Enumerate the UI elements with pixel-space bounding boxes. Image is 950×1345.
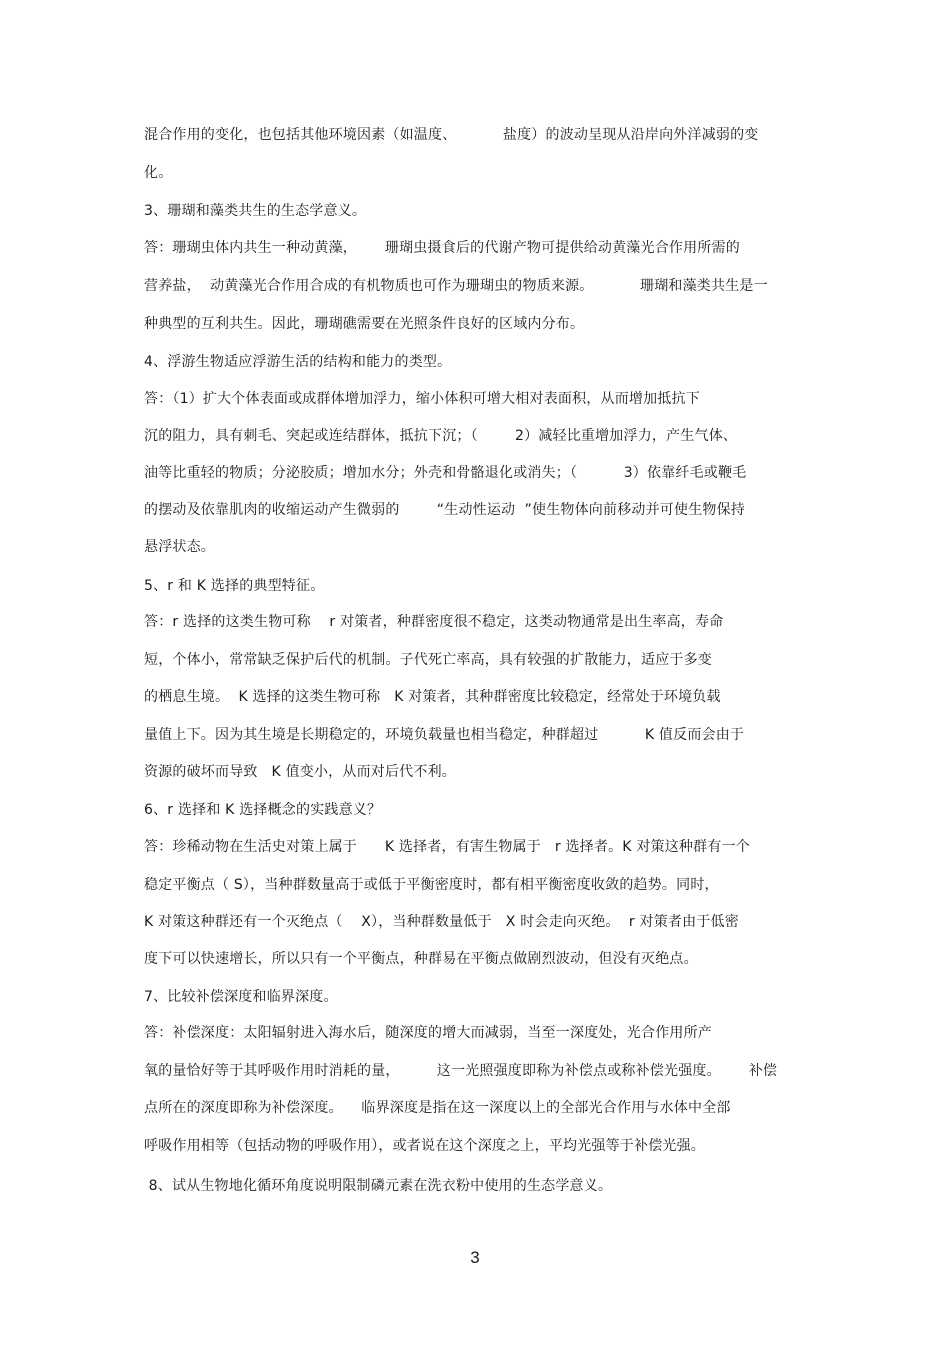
text-line: 量值上下。因为其生境是长期稳定的，环境负载量也相当稳定，种群超过 K 值反而会由于 xyxy=(144,727,745,743)
text-line: 度下可以快速增长，所以只有一个平衡点，种群易在平衡点做剧烈波动，但没有灭绝点。 xyxy=(144,951,698,967)
text-line: 答：珊瑚虫体内共生一种动黄藻， 珊瑚虫摄食后的代谢产物可提供给动黄藻光合作用所需的 xyxy=(144,240,740,256)
text-line: 混合作用的变化，也包括其他环境因素（如温度、 盐度）的波动呈现从沿岸向外洋减弱的变 xyxy=(144,127,759,143)
text-line: 化。 xyxy=(144,165,173,181)
text-line: 资源的破坏而导致 K 值变小，从而对后代不利。 xyxy=(144,764,456,780)
text-line: 的摆动及依靠肌肉的收缩运动产生微弱的 “生动性运动 ”使生物体向前移动并可使生物保持 xyxy=(144,502,746,518)
text-line: 答：珍稀动物在生活史对策上属于 K 选择者，有害生物属于 r 选择者。K 对策这种群有一个 xyxy=(144,839,750,855)
text-line: 油等比重轻的物质；分泌胶质；增加水分；外壳和骨骼退化或消失；（ 3）依靠纤毛或鞭毛 xyxy=(144,465,747,481)
question-heading: 4、浮游生物适应浮游生活的结构和能力的类型。 xyxy=(144,354,452,370)
text-line: 沉的阻力，具有刺毛、突起或连结群体，抵抗下沉；（ 2）减轻比重增加浮力，产生气体、 xyxy=(144,428,738,444)
text-line: 的栖息生境。 K 选择的这类生物可称 K 对策者，其种群密度比较稳定，经常处于环境负载 xyxy=(144,689,721,705)
question-heading: 7、比较补偿深度和临界深度。 xyxy=(144,989,338,1005)
text-line: 悬浮状态。 xyxy=(144,539,215,555)
text-line: 氧的量恰好等于其呼吸作用时消耗的量， 这一光照强度即称为补偿点或称补偿光强度。 补偿 xyxy=(144,1063,778,1079)
question-heading: 8、试从生物地化循环角度说明限制磷元素在洗衣粉中使用的生态学意义。 xyxy=(144,1178,613,1194)
question-heading: 3、珊瑚和藻类共生的生态学意义。 xyxy=(144,203,367,219)
text-line: K 对策这种群还有一个灭绝点（ X），当种群数量低于 X 时会走向灭绝。 r 对策者由于低密 xyxy=(144,914,739,930)
text-line: 种典型的互利共生。因此，珊瑚礁需要在光照条件良好的区域内分布。 xyxy=(144,316,585,332)
question-heading: 5、r 和 K 选择的典型特征。 xyxy=(144,578,325,594)
text-line: 呼吸作用相等（包括动物的呼吸作用），或者说在这个深度之上，平均光强等于补偿光强。 xyxy=(144,1138,705,1154)
text-line: 答：（1）扩大个体表面或成群体增加浮力，缩小体积可增大相对表面积，从而增加抵抗下 xyxy=(144,391,700,407)
text-line: 短，个体小，常常缺乏保护后代的机制。子代死亡率高，具有较强的扩散能力，适应于多变 xyxy=(144,652,712,668)
page-number: 3 xyxy=(470,1248,480,1267)
text-line: 稳定平衡点（ S），当种群数量高于或低于平衡密度时，都有相平衡密度收敛的趋势。同时， xyxy=(144,877,719,893)
text-line: 答：补偿深度：太阳辐射进入海水后，随深度的增大而减弱，当至一深度处，光合作用所产 xyxy=(144,1025,712,1041)
text-line: 营养盐， 动黄藻光合作用合成的有机物质也可作为珊瑚虫的物质来源。 珊瑚和藻类共生是一 xyxy=(144,278,768,294)
text-line: 点所在的深度即称为补偿深度。 临界深度是指在这一深度以上的全部光合作用与水体中全部 xyxy=(144,1100,731,1116)
text-line: 答：r 选择的这类生物可称 r 对策者，种群密度很不稳定，这类动物通常是出生率高，寿命 xyxy=(144,614,724,630)
question-heading: 6、r 选择和 K 选择概念的实践意义？ xyxy=(144,802,382,818)
